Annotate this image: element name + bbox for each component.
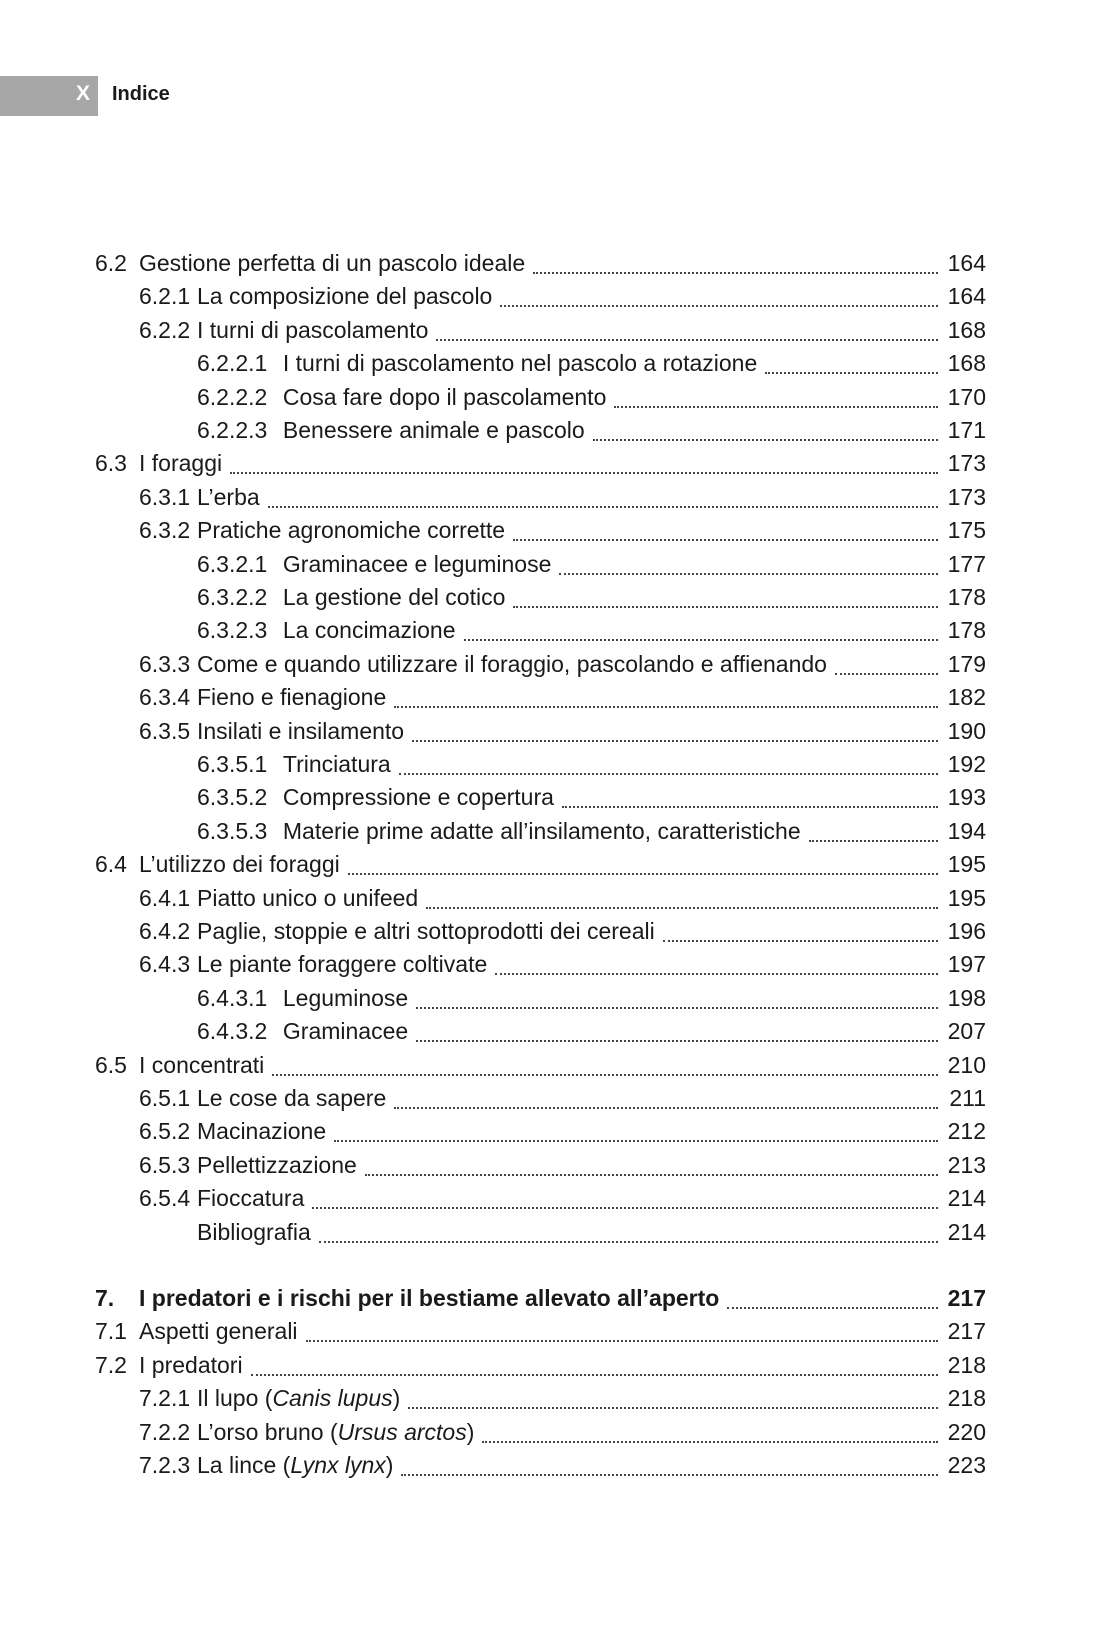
toc-entry-page: 182 bbox=[947, 684, 986, 711]
toc-leader-dots bbox=[562, 784, 938, 808]
toc-entry-number: 6.3.2.3 bbox=[197, 617, 268, 644]
toc-entry-title: Trinciatura bbox=[283, 747, 399, 781]
toc-entry bbox=[0, 1114, 1100, 1148]
toc-entry-number: 6.4.3 bbox=[139, 951, 191, 978]
toc-leader-dots bbox=[334, 1118, 938, 1142]
toc-leader-dots bbox=[230, 450, 938, 474]
toc-leader-dots bbox=[513, 584, 938, 608]
toc-entry-page: 179 bbox=[947, 650, 986, 677]
toc-leader-dots bbox=[401, 1452, 938, 1476]
toc-entry-page: 213 bbox=[947, 1151, 986, 1178]
toc-entry-number: 7.2.3 bbox=[139, 1452, 191, 1478]
toc-entry bbox=[0, 780, 1100, 814]
toc-entry-page: 218 bbox=[947, 1385, 986, 1412]
toc-leader-dots bbox=[482, 1419, 938, 1443]
toc-leader-dots bbox=[765, 350, 938, 374]
toc-entry bbox=[0, 1148, 1100, 1182]
toc-entry-title: Cosa fare dopo il pascolamento bbox=[283, 380, 614, 414]
page-number-tab bbox=[0, 76, 98, 116]
toc-entry bbox=[0, 1348, 1100, 1382]
toc-entry bbox=[0, 1215, 1100, 1249]
toc-leader-dots bbox=[251, 1352, 938, 1376]
toc-entry-title: Le cose da sapere bbox=[197, 1081, 394, 1115]
toc-entry-number: 6.3.5 bbox=[139, 717, 191, 744]
toc-entry bbox=[0, 480, 1100, 514]
toc-entry-page: 195 bbox=[947, 884, 986, 911]
toc-entry-page: 170 bbox=[947, 383, 986, 410]
toc-entry-number: 6.4.2 bbox=[139, 918, 191, 944]
toc-entry bbox=[0, 580, 1100, 614]
toc-leader-dots bbox=[312, 1185, 938, 1209]
toc-entry-title: Macinazione bbox=[197, 1114, 334, 1148]
toc-entry-title: Le piante foraggere coltivate bbox=[197, 947, 495, 981]
toc-entry bbox=[0, 313, 1100, 347]
toc-entry-page: 173 bbox=[947, 483, 986, 510]
toc-leader-dots bbox=[559, 551, 938, 575]
toc-entry-page: 190 bbox=[947, 717, 986, 744]
toc-entry-title: Benessere animale e pascolo bbox=[283, 413, 593, 447]
toc-entry bbox=[0, 947, 1100, 981]
toc-entry bbox=[0, 413, 1100, 447]
toc-leader-dots bbox=[412, 718, 938, 742]
toc-leader-dots bbox=[593, 417, 938, 441]
toc-entry-number: 6.2.2 bbox=[139, 316, 191, 343]
toc-entry-title: L’orso bruno (Ursus arctos) bbox=[197, 1415, 482, 1449]
toc-entry-number: 6.3.2.1 bbox=[197, 550, 268, 577]
toc-entry bbox=[0, 981, 1100, 1015]
toc-entry-page: 218 bbox=[947, 1351, 986, 1378]
page-title: Indice bbox=[112, 83, 170, 105]
toc-entry-page: 217 bbox=[947, 1285, 986, 1311]
toc-entry-title: Fieno e fienagione bbox=[197, 680, 394, 714]
toc-entry-title: Leguminose bbox=[283, 981, 416, 1015]
toc-entry bbox=[0, 1281, 1100, 1315]
toc-entry bbox=[0, 1181, 1100, 1215]
toc-entry-page: 164 bbox=[947, 250, 986, 276]
toc-entry-page: 217 bbox=[947, 1318, 986, 1345]
toc-entry-page: 192 bbox=[947, 751, 986, 777]
toc-leader-dots bbox=[500, 283, 938, 307]
toc-entry-title: Come e quando utilizzare il foraggio, pascolando e affienando bbox=[197, 647, 835, 681]
toc-entry bbox=[0, 1081, 1100, 1115]
toc-entry bbox=[0, 814, 1100, 848]
toc-leader-dots bbox=[533, 250, 938, 274]
toc-entry-title: Pellettizzazione bbox=[197, 1148, 365, 1182]
toc-entry-page: 210 bbox=[947, 1051, 986, 1078]
toc-entry bbox=[0, 1415, 1100, 1449]
toc-entry-title: I concentrati bbox=[139, 1048, 272, 1082]
toc-leader-dots bbox=[306, 1318, 938, 1342]
toc-entry-number: 6.3.2.2 bbox=[197, 584, 268, 610]
toc-leader-dots bbox=[348, 851, 938, 875]
toc-entry-title: Compressione e copertura bbox=[283, 780, 562, 814]
toc-entry-number: 6.3.5.1 bbox=[197, 751, 268, 777]
toc-entry bbox=[0, 881, 1100, 915]
toc-entry-number: 6.3.4 bbox=[139, 684, 191, 711]
toc-entry-number: 6.3.5.3 bbox=[197, 817, 268, 844]
toc-entry-number: 6.5.3 bbox=[139, 1151, 191, 1178]
toc-entry-title: La lince (Lynx lynx) bbox=[197, 1448, 401, 1482]
toc-entry-number: 7.2.2 bbox=[139, 1418, 191, 1445]
toc-entry-title: La gestione del cotico bbox=[283, 580, 514, 614]
toc-entry bbox=[0, 680, 1100, 714]
toc-leader-dots bbox=[399, 751, 938, 775]
toc-entry-page: 195 bbox=[947, 851, 986, 878]
toc-entry-number: 6.2 bbox=[95, 250, 127, 276]
toc-entry bbox=[0, 1014, 1100, 1048]
toc-leader-dots bbox=[408, 1385, 938, 1409]
toc-entry-title: La composizione del pascolo bbox=[197, 279, 500, 313]
toc-entry-number: 7.1 bbox=[95, 1318, 127, 1345]
toc-entry-title: Materie prime adatte all’insilamento, caratteristiche bbox=[283, 814, 809, 848]
toc-entry-number: 6.3.2 bbox=[139, 517, 191, 544]
toc-entry-page: 196 bbox=[947, 918, 986, 944]
toc-entry-page: 197 bbox=[947, 951, 986, 978]
toc-entry-title: Pratiche agronomiche corrette bbox=[197, 513, 513, 547]
toc-entry-number: 6.3.1 bbox=[139, 483, 191, 510]
toc-entry-title: I predatori bbox=[139, 1348, 251, 1382]
toc-entry-page: 175 bbox=[947, 517, 986, 544]
toc-entry-title: Gestione perfetta di un pascolo ideale bbox=[139, 246, 533, 280]
toc-entry bbox=[0, 346, 1100, 380]
toc-entry bbox=[0, 380, 1100, 414]
page-number: X bbox=[75, 82, 90, 105]
toc-leader-dots bbox=[495, 951, 938, 975]
toc-entry bbox=[0, 914, 1100, 948]
toc-entry-number: 6.2.1 bbox=[139, 283, 191, 310]
toc-entry-title: I turni di pascolamento bbox=[197, 313, 436, 347]
toc-leader-dots bbox=[426, 885, 938, 909]
toc-entry-number: 6.3.5.2 bbox=[197, 784, 268, 811]
toc-entry-page: 214 bbox=[947, 1185, 986, 1212]
toc-leader-dots bbox=[394, 1085, 938, 1109]
toc-entry-number: 6.5.1 bbox=[139, 1085, 191, 1111]
toc-entry-page: 193 bbox=[947, 784, 986, 811]
toc-entry-number: 6.4.1 bbox=[139, 884, 191, 911]
toc-leader-dots bbox=[663, 918, 938, 942]
toc-entry-number: 6.4.3.2 bbox=[197, 1018, 268, 1045]
toc-entry-page: 223 bbox=[947, 1452, 986, 1478]
toc-entry-page: 178 bbox=[947, 584, 986, 610]
toc-entry bbox=[0, 1448, 1100, 1482]
toc-entry-title: La concimazione bbox=[283, 613, 464, 647]
toc-leader-dots bbox=[614, 384, 938, 408]
toc-leader-dots bbox=[394, 684, 938, 708]
toc-entry-title: I predatori e i rischi per il bestiame allevato all’aperto bbox=[139, 1281, 727, 1315]
toc-entry-title: Insilati e insilamento bbox=[197, 714, 412, 748]
toc-entry-page: 173 bbox=[947, 450, 986, 477]
toc-entry-title: Piatto unico o unifeed bbox=[197, 881, 426, 915]
toc-entry-number: 7.2.1 bbox=[139, 1385, 191, 1412]
toc-entry-number: 6.4.3.1 bbox=[197, 984, 268, 1011]
toc-entry-title: L’erba bbox=[197, 480, 268, 514]
toc-entry-title: I foraggi bbox=[139, 446, 230, 480]
toc-entry-number: 6.5.2 bbox=[139, 1118, 191, 1145]
toc-entry-title: Graminacee e leguminose bbox=[283, 547, 559, 581]
toc-entry-number: 6.2.2.2 bbox=[197, 383, 268, 410]
toc-entry-title: Aspetti generali bbox=[139, 1314, 306, 1348]
toc-entry bbox=[0, 246, 1100, 280]
toc-entry-title: Graminacee bbox=[283, 1014, 416, 1048]
toc-leader-dots bbox=[319, 1219, 938, 1243]
toc-entry bbox=[0, 513, 1100, 547]
toc-leader-dots bbox=[365, 1152, 938, 1176]
toc-entry bbox=[0, 714, 1100, 748]
toc-entry-number: 7. bbox=[95, 1285, 115, 1311]
toc-entry bbox=[0, 1381, 1100, 1415]
toc-entry-title: L’utilizzo dei foraggi bbox=[139, 847, 348, 881]
toc-entry-title: Paglie, stoppie e altri sottoprodotti dei cereali bbox=[197, 914, 663, 948]
toc-leader-dots bbox=[416, 1018, 938, 1042]
toc-entry-title: Bibliografia bbox=[197, 1215, 319, 1249]
toc-entry bbox=[0, 613, 1100, 647]
toc-entry-page: 211 bbox=[949, 1085, 986, 1111]
toc-entry-page: 220 bbox=[947, 1418, 986, 1445]
toc-entry-page: 164 bbox=[947, 283, 986, 310]
toc-entry-number: 6.3 bbox=[95, 450, 127, 477]
toc-entry-number: 6.4 bbox=[95, 851, 127, 878]
toc-entry bbox=[0, 847, 1100, 881]
toc-entry-number: 6.5.4 bbox=[139, 1185, 191, 1212]
toc-entry bbox=[0, 446, 1100, 480]
toc-entry-title: Il lupo (Canis lupus) bbox=[197, 1381, 408, 1415]
toc-leader-dots bbox=[513, 517, 938, 541]
toc-entry bbox=[0, 1048, 1100, 1082]
toc-entry bbox=[0, 647, 1100, 681]
toc-entry bbox=[0, 547, 1100, 581]
toc-leader-dots bbox=[268, 484, 938, 508]
toc-entry bbox=[0, 1314, 1100, 1348]
toc-leader-dots bbox=[416, 985, 938, 1009]
toc-entry-title: I turni di pascolamento nel pascolo a rotazione bbox=[283, 346, 765, 380]
toc-entry-page: 194 bbox=[947, 817, 986, 844]
toc-entry-page: 214 bbox=[947, 1218, 986, 1245]
toc-entry-number: 6.5 bbox=[95, 1051, 127, 1078]
toc-entry-number: 6.3.3 bbox=[139, 650, 191, 677]
toc-entry-page: 207 bbox=[947, 1018, 986, 1045]
toc-entry-title: Fioccatura bbox=[197, 1181, 312, 1215]
toc-leader-dots bbox=[835, 651, 938, 675]
toc-entry-page: 168 bbox=[947, 350, 986, 377]
toc-entry-number: 6.2.2.3 bbox=[197, 417, 268, 443]
toc-leader-dots bbox=[727, 1285, 938, 1309]
toc-entry-page: 171 bbox=[947, 417, 986, 443]
toc-leader-dots bbox=[809, 818, 938, 842]
toc-entry-number: 6.2.2.1 bbox=[197, 350, 268, 377]
toc-entry-page: 168 bbox=[947, 316, 986, 343]
toc-entry-page: 212 bbox=[947, 1118, 986, 1145]
toc-entry-number: 7.2 bbox=[95, 1351, 127, 1378]
toc-leader-dots bbox=[464, 617, 939, 641]
toc-entry-page: 177 bbox=[947, 550, 986, 577]
toc-leader-dots bbox=[436, 317, 938, 341]
toc-leader-dots bbox=[272, 1052, 938, 1076]
toc-entry bbox=[0, 279, 1100, 313]
toc-entry-page: 178 bbox=[947, 617, 986, 644]
toc-entry-page: 198 bbox=[947, 984, 986, 1011]
toc-entry bbox=[0, 747, 1100, 781]
